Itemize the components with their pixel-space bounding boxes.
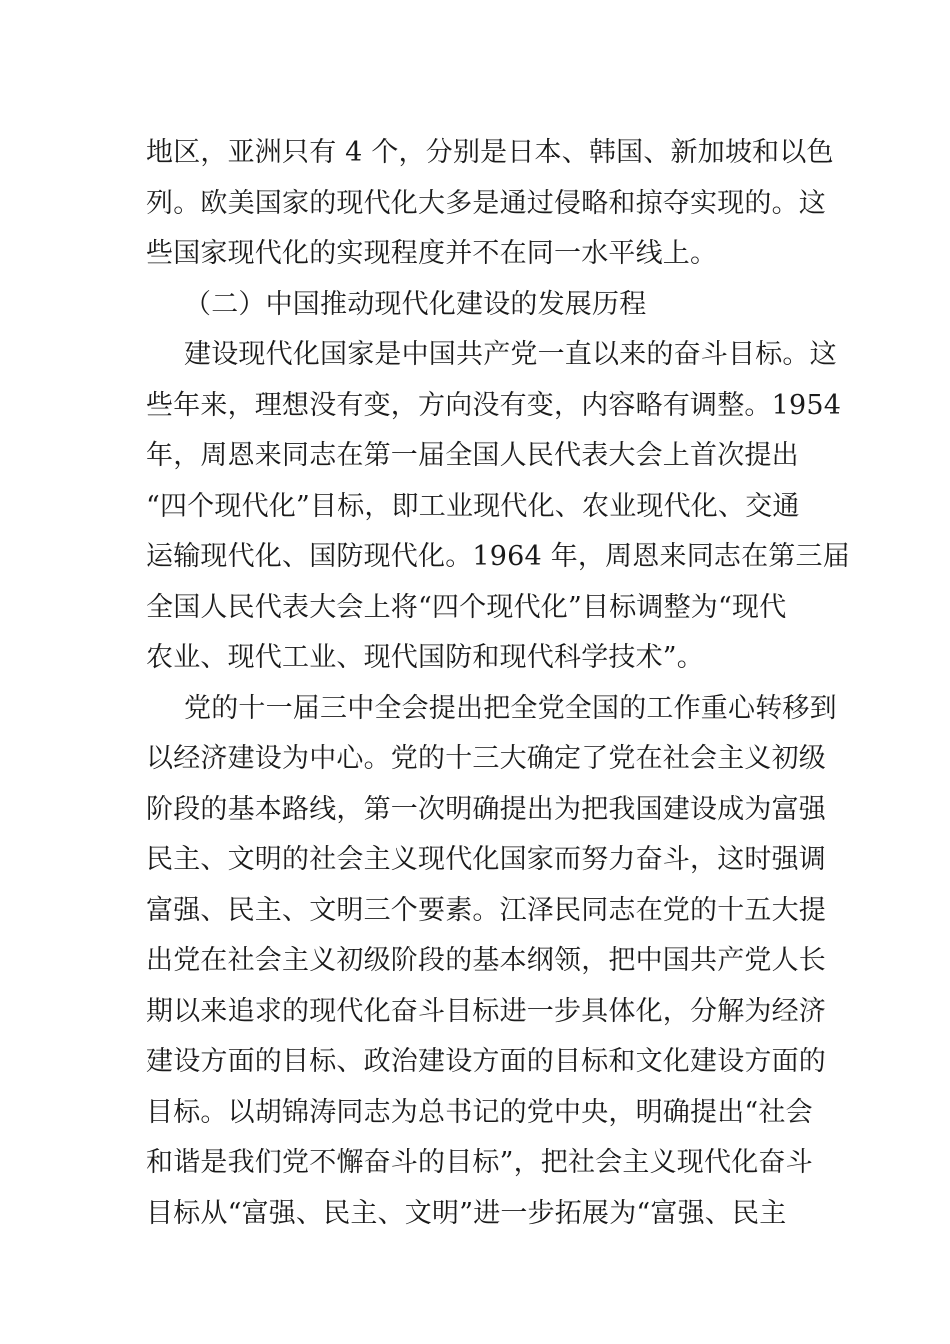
text-line: 农业、现代工业、现代国防和现代科学技术”。 [146,642,705,673]
body-text [146,128,850,1239]
text-line: 些国家现代化的实现程度并不在同一水平线上。 [146,238,718,269]
text-line: 阶段的基本路线，第一次明确提出为把我国建设成为富强 [146,793,826,825]
text-line: 列。欧美国家的现代化大多是通过侵略和掠夺实现的。这 [146,187,826,219]
text-line: 富强、民主、文明三个要素。江泽民同志在党的十五大提 [146,894,826,926]
text-line: 党的十一届三中全会提出把全党全国的工作重心转移到 [184,692,837,724]
text-line: 年，周恩来同志在第一届全国人民代表大会上首次提出 [146,440,799,471]
section-heading: （二）中国推动现代化建设的发展历程 [184,288,647,320]
text-line: 全国人民代表大会上将“四个现代化”目标调整为“现代 [146,591,787,623]
text-line: “四个现代化”目标，即工业现代化、农业现代化、交通 [146,490,800,522]
text-line: 和谐是我们党不懈奋斗的目标”，把社会主义现代化奋斗 [146,1147,813,1178]
text-line: 些年来，理想没有变，方向没有变，内容略有调整。1954 [146,389,842,421]
text-line: 民主、文明的社会主义现代化国家而努力奋斗，这时强调 [146,844,826,875]
text-line: 建设现代化国家是中国共产党一直以来的奋斗目标。这 [184,339,837,370]
text-line: 期以来追求的现代化奋斗目标进一步具体化，分解为经济 [146,995,826,1027]
text-line: 出党在社会主义初级阶段的基本纲领，把中国共产党人长 [146,945,826,976]
text-line: 以经济建设为中心。党的十三大确定了党在社会主义初级 [146,743,826,774]
text-line: 建设方面的目标、政治建设方面的目标和文化建设方面的 [146,1046,826,1077]
text-line: 地区，亚洲只有 4 个，分别是日本、韩国、新加坡和以色 [146,137,834,168]
text-line: 目标。以胡锦涛同志为总书记的党中央，明确提出“社会 [146,1096,813,1128]
text-line: 目标从“富强、民主、文明”进一步拓展为“富强、民主 [146,1197,787,1229]
text-line: 运输现代化、国防现代化。1964 年，周恩来同志在第三届 [146,541,850,572]
